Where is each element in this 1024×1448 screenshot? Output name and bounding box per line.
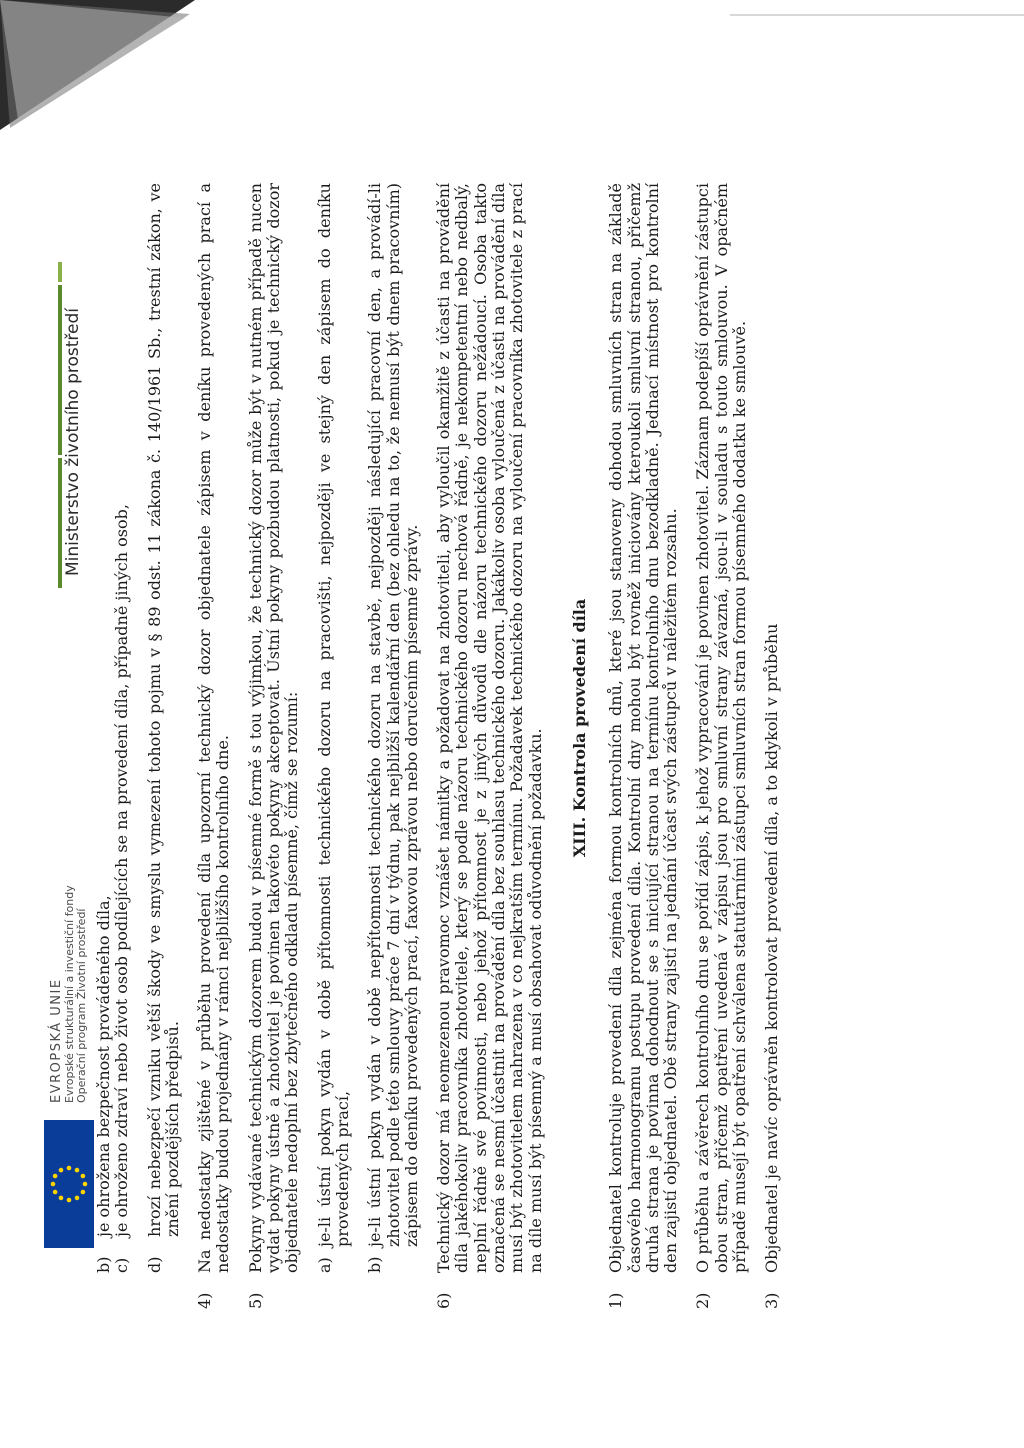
sub-clause-number: b) — [365, 1256, 385, 1273]
list-item-number: c) — [112, 1257, 132, 1273]
clause-6 — [435, 183, 545, 1309]
clause-number: 2) — [693, 1292, 713, 1309]
ministry-label: Ministerstvo životního prostředí — [63, 307, 83, 576]
eu-title: EVROPSKÁ UNIE — [49, 978, 64, 1103]
eu-flag-icon — [44, 1120, 94, 1248]
section-clause-2 — [694, 183, 749, 1309]
clause-number: 3) — [762, 1292, 782, 1309]
clause-text: Pokyny vydávané technickým dozorem budou v písemné formě s tou výjimkou, že technický dozor může být v nutném případě nucen vydat pokyny ústně a zhotovitel je povinen takovéto pokyny akceptovat. Ústní pokyny pozbudou platnosti, pokud je technický dozor objednatele nedoplní bez zbytečného odkladu písemně, čímž se rozumí: — [245, 183, 302, 1273]
clause-number: 4) — [195, 1292, 215, 1309]
list-item-text: hrozí nebezpečí vzniku větší škody ve smyslu vymezení tohoto pojmu v § 89 odst. 11 zákona č. 140/1961 Sb., trestní zákon, ve znění pozdějších předpisů. — [144, 183, 182, 1237]
list-item — [95, 183, 113, 1273]
clause-text: O průběhu a závěrech kontrolního dnu se pořídí zápis, k jehož vypracování je povinen zhotovitel. Záznam podepíší oprávnění zástupci obou stran, přičemž opatření uvedená v zápisu jsou pro smluvní strany závazná, jsou-li v souladu s touto smlouvou. V opačném případě musejí být opatření schválena statutárními zástupci smluvních stran formou písemného dodatku ke smlouvě. — [693, 183, 750, 1273]
clause-5 — [247, 183, 302, 1309]
clause-number: 1) — [606, 1292, 626, 1309]
document-body — [94, 183, 782, 1309]
clause-text: Technický dozor má neomezenou pravomoc vznášet námitky a požadovat na zhotoviteli, aby vyloučil okamžitě z účasti na provádění díla jakéhokoliv pracovníka zhotovitele, který se podle názoru technického dozoru nechová řádně, je nekompetentní nebo nedbalý, neplní řádně své povinnosti, nebo jehož přítomnost je z jiných důvodů dle názoru technického dozoru nežádoucí. Osoba takto označená se nesmí účastnit na provádění díla bez souhlasu technického dozoru. Jakákoliv osoba vyloučená z účasti na provádění díla musí být zhotovitelem nahrazena v co nejkratším termínu. Požadavek technického dozoru na vyloučení pracovníka zhotovitele z prací na díle musí být písemný a musí obsahovat odůvodnění požadavku. — [434, 183, 545, 1273]
clause-text: Objednatel je navíc oprávněn kontrolovat provedení díla, a to kdykoli v průběhu — [762, 623, 782, 1273]
clause-4 — [196, 183, 233, 1309]
list-item-number: d) — [144, 1256, 164, 1273]
list-item — [146, 183, 183, 1273]
clause-number: 6) — [434, 1292, 454, 1309]
list-item-number: b) — [94, 1256, 113, 1273]
eu-programme-line: Operační program Životní prostředí — [75, 908, 88, 1103]
list-item-text: je ohrožena bezpečnost prováděného díla, — [94, 895, 113, 1237]
eu-funds-line: Evropské strukturální a investiční fondy — [63, 885, 76, 1103]
eu-funds-label — [50, 885, 88, 1103]
section-clause-1 — [607, 183, 680, 1309]
sub-clause-number: a) — [314, 1257, 334, 1273]
list-item-text: je ohroženo zdraví nebo život osob podílejících se na provedení díla, případně jiných osob, — [112, 504, 132, 1237]
clause-number: 5) — [245, 1292, 265, 1309]
sub-clause-text: je-li ústní pokyn vydán v době přítomnosti technického dozoru na pracovišti, nejpozději ve stejný den zápisem do deníku provedených prací, — [314, 183, 352, 1247]
clause-text: Na nedostatky zjištěné v průběhu provedení díla upozorní technický dozor objednatele zápisem v deníku provedených prací a nedostatky budou projednány v rámci nejbližšího kontrolního dne. — [195, 183, 233, 1273]
clause-text: Objednatel kontroluje provedení díla zejména formou kontrolních dnů, které jsou stanoveny dohodou smluvních stran na základě časového harmonogramu postupu provedení díla. Kontrolní dny mohou být rovněž iniciovány kteroukoli smluvní stranou, přičemž druhá strana je povinna dohodnout se s iniciující stranou na termínu kontrolního dnu bezodkladně. Jednací místnost pro kontrolní den zajistí objednatel. Obě strany zajistí na jednání účast svých zástupců v náležitém rozsahu. — [606, 183, 681, 1273]
list-item — [113, 183, 131, 1273]
section-heading: XIII. Kontrola provedení díla — [569, 598, 589, 858]
ministry-color-bars — [58, 248, 62, 588]
sub-clause-text: je-li ústní pokyn vydán v době nepřítomnosti technického dozoru na stavbě, nejpozději následující pracovní den, a provádí-li zhotovitel podle této smlouvy práce 7 dní v týdnu, pak nejbližší kalendářní den (bez ohledu na to, že nemusí být dnem pracovním) zápisem do deníku provedených prací, faxovou zprávou nebo doručením písemné zprávy. — [365, 183, 421, 1247]
sub-clause-a — [316, 183, 353, 1273]
sub-clause-b — [366, 183, 421, 1273]
section-clause-3 — [763, 183, 781, 1309]
